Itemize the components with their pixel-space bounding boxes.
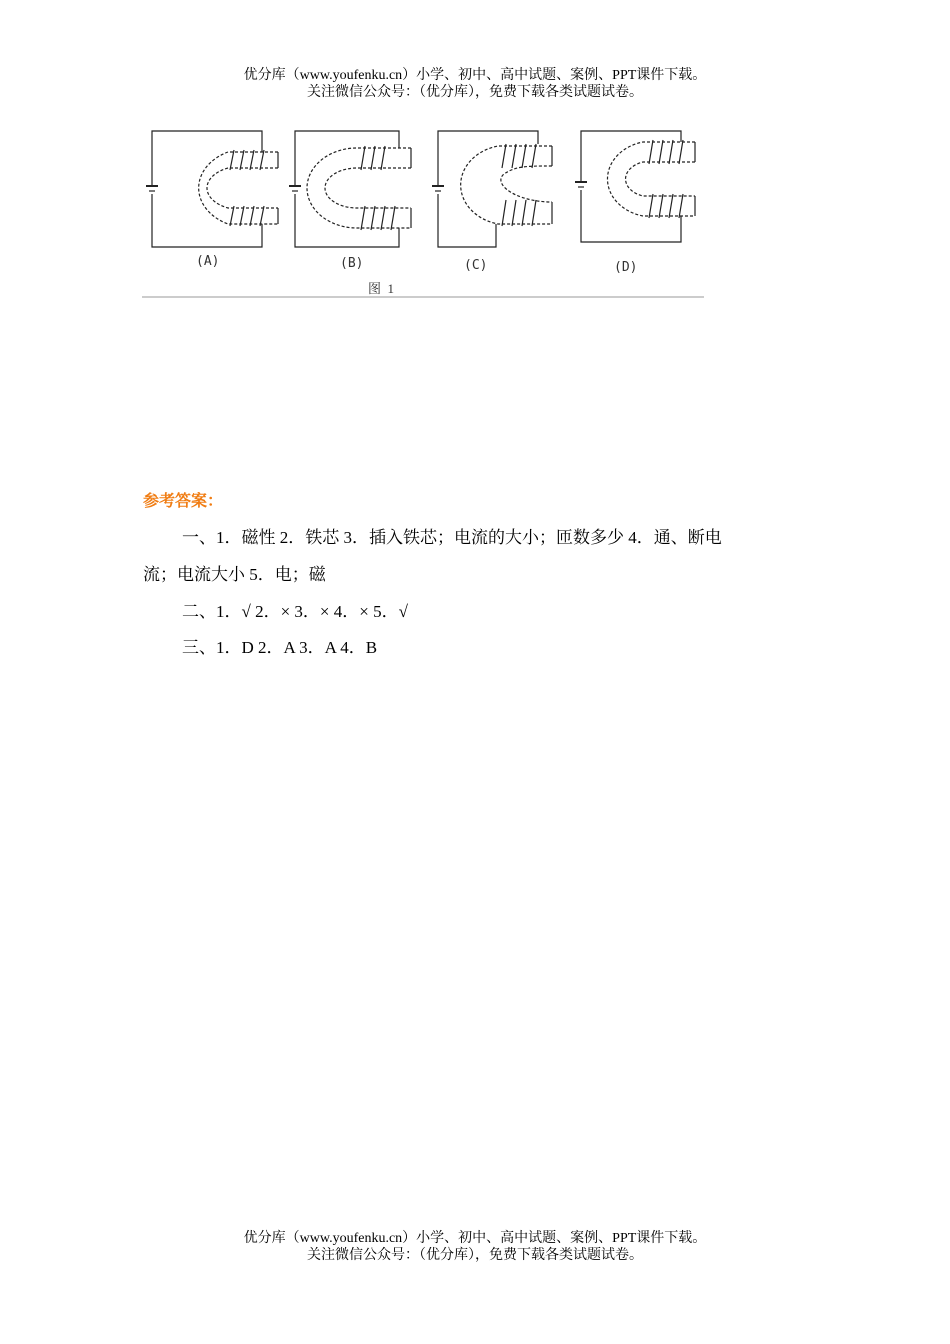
diagram-a bbox=[146, 131, 278, 247]
answer-section-1-line-1: 一、1．磁性 2．铁芯 3．插入铁芯；电流的大小；匝数多少 4．通、断电 bbox=[182, 528, 722, 547]
diagram-d bbox=[575, 131, 695, 242]
footer-line-2: 关注微信公众号：（优分库），免费下载各类试题试卷。 bbox=[307, 1248, 643, 1263]
page-header bbox=[0, 67, 950, 101]
header-line-2: 关注微信公众号：（优分库），免费下载各类试题试卷。 bbox=[307, 85, 643, 100]
answer-section-2: 二、1．√ 2．× 3．× 4．× 5．√ bbox=[182, 602, 408, 621]
diagram-b bbox=[289, 131, 411, 247]
answer-section-1-line-2: 流；电流大小 5．电；磁 bbox=[143, 565, 326, 584]
diagram-c bbox=[432, 131, 552, 247]
label-d: (D) bbox=[614, 260, 638, 275]
label-b: (B) bbox=[340, 256, 364, 271]
figure-caption: 图 1 bbox=[368, 281, 395, 296]
answer-section-3: 三、1．D 2．A 3．A 4．B bbox=[182, 638, 378, 657]
footer-line-1: 优分库（www.youfenku.cn）小学、初中、高中试题、案例、PPT课件下载。 bbox=[243, 1231, 707, 1246]
page-footer bbox=[0, 1230, 950, 1264]
label-a: (A) bbox=[196, 254, 220, 269]
label-c: (C) bbox=[464, 258, 488, 273]
header-line-1: 优分库（www.youfenku.cn）小学、初中、高中试题、案例、PPT课件下载。 bbox=[243, 68, 707, 83]
electromagnet-figure bbox=[140, 124, 706, 300]
answers-title: 参考答案： bbox=[143, 491, 224, 510]
